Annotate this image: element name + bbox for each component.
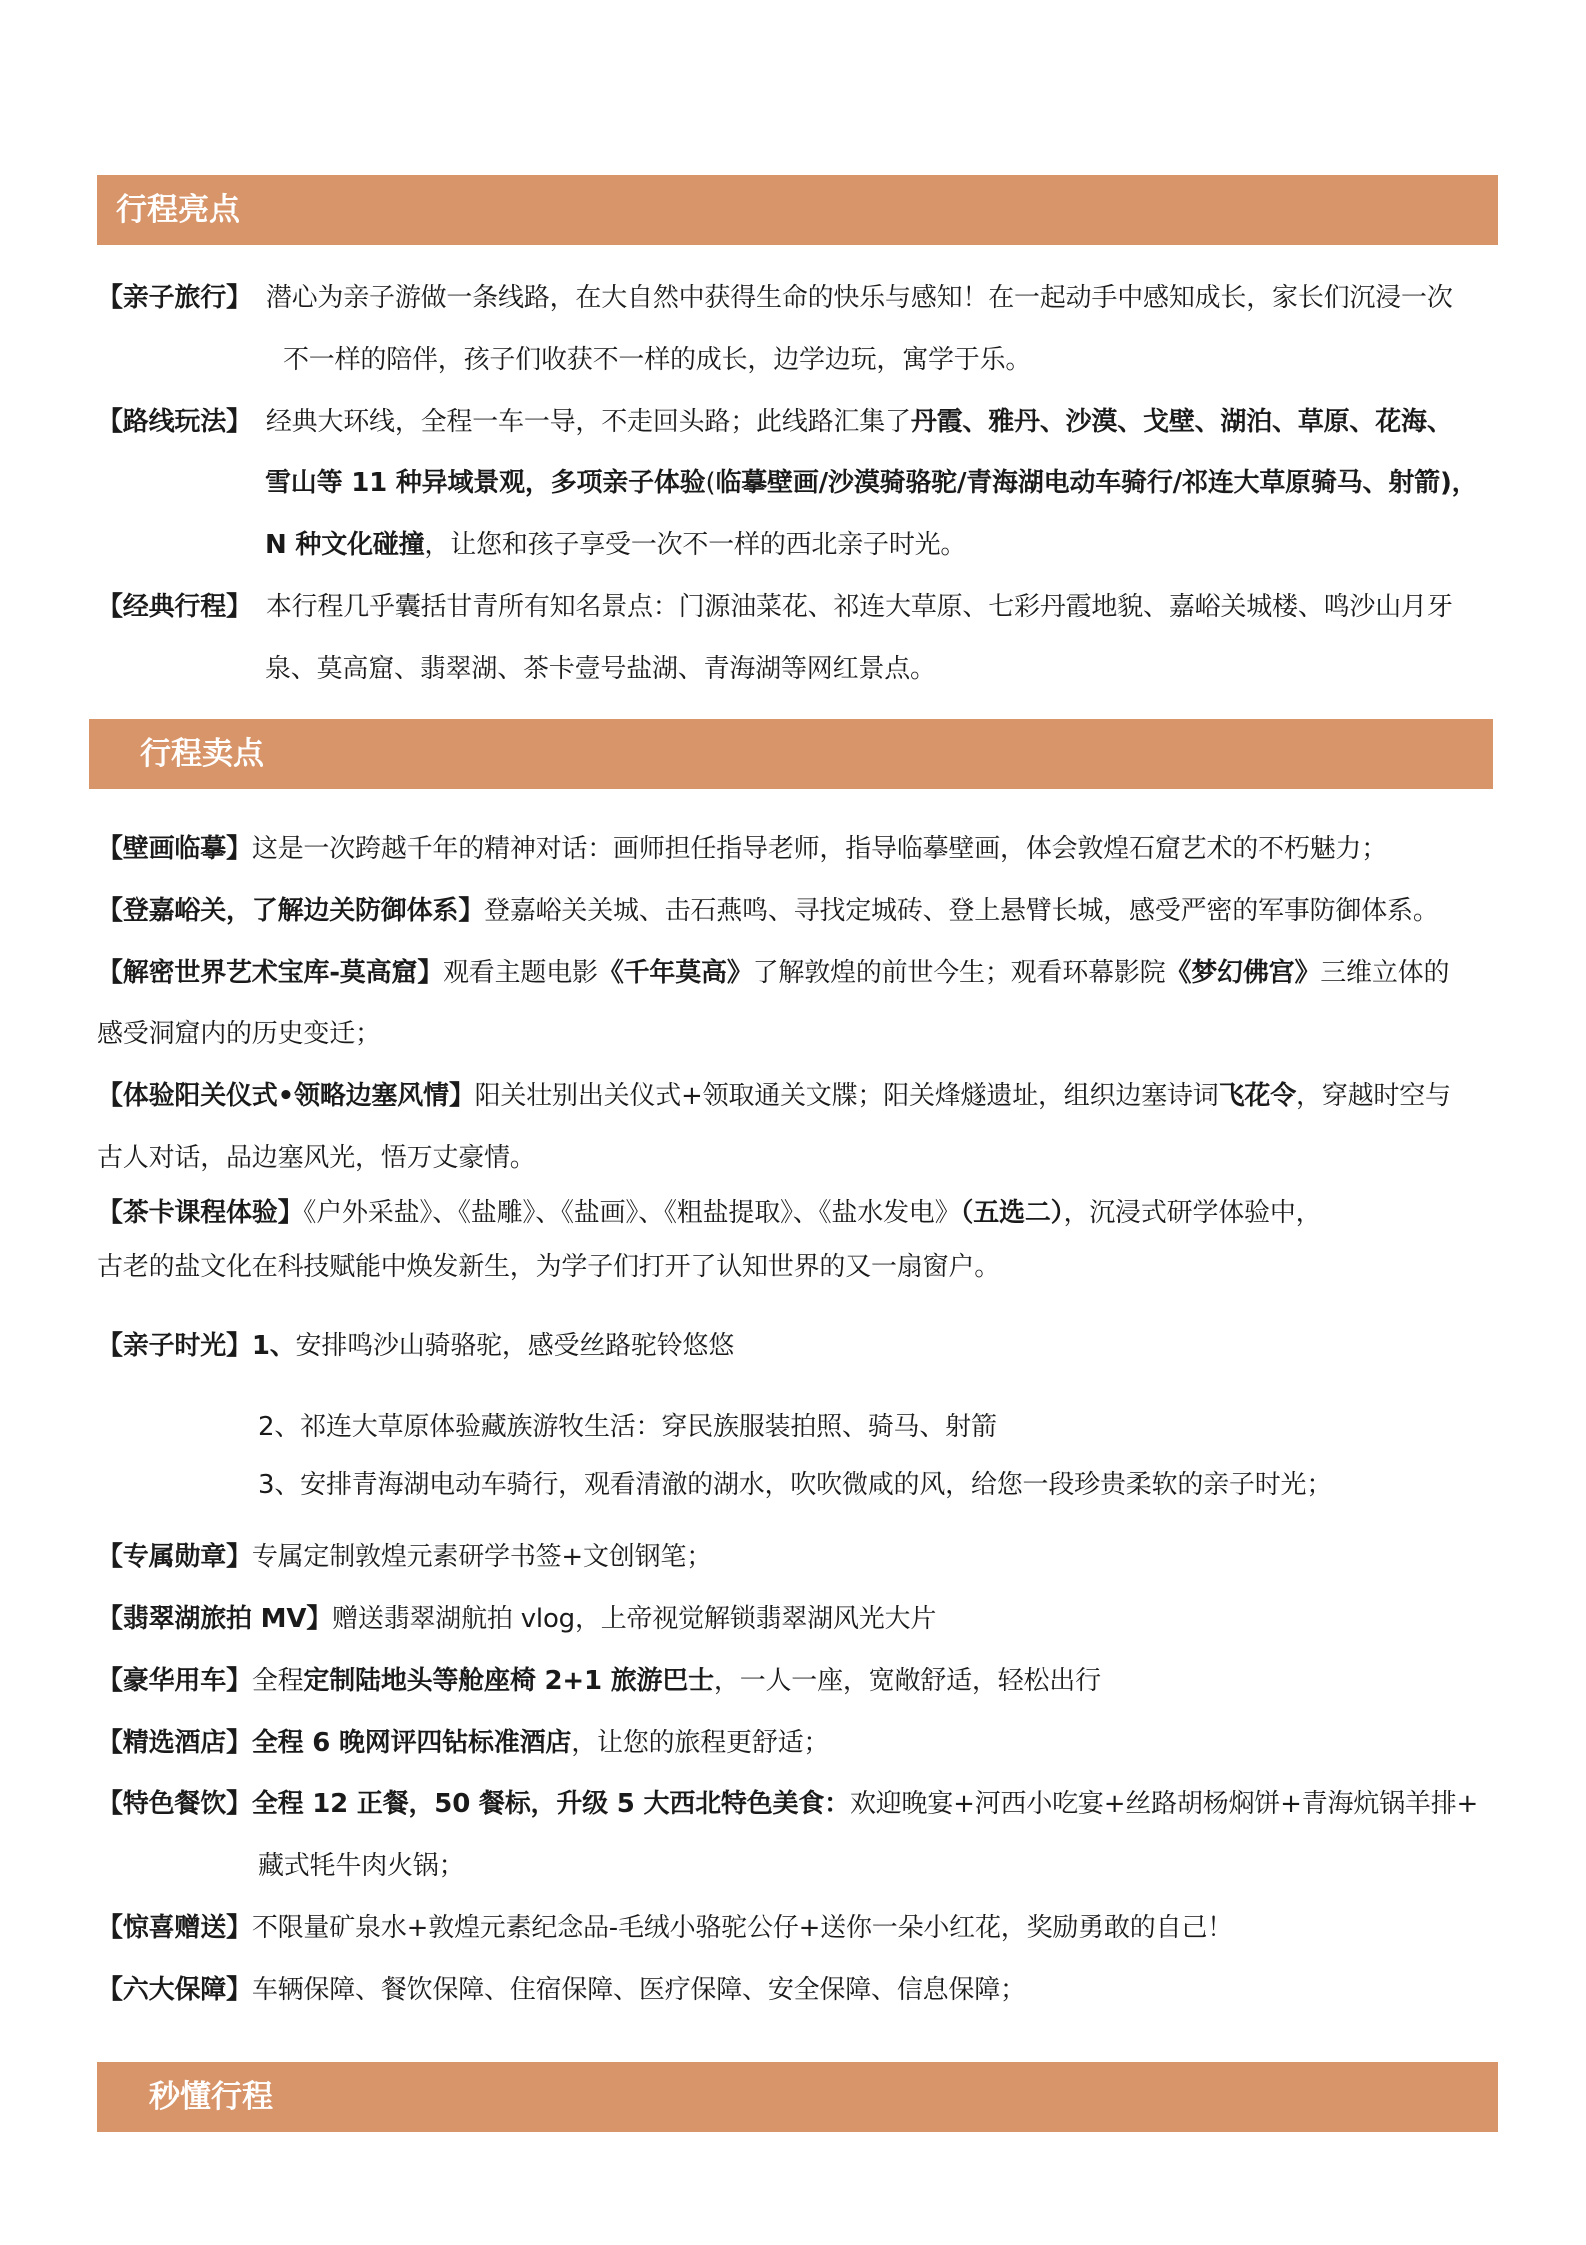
selling-line: 【登嘉峪关，了解边关防御体系】登嘉峪关关城、击石燕鸣、寻找定城砖、登上悬臂长城，感受严密的军事防御体系。 <box>97 896 1439 926</box>
selling-line: 【豪华用车】全程定制陆地头等舱座椅 2+1 旅游巴士，一人一座，宽敞舒适，轻松出行 <box>97 1666 1101 1696</box>
highlight-line: 【经典行程】 本行程几乎囊括甘青所有知名景点：门源油菜花、祁连大草原、七彩丹霞地貌、嘉峪关城楼、鸣沙山月牙 <box>97 592 1453 622</box>
selling-line: 藏式牦牛肉火锅； <box>258 1851 465 1881</box>
highlight-line: 泉、莫高窟、翡翠湖、茶卡壹号盐湖、青海湖等网红景点。 <box>265 654 936 684</box>
selling-line: 【特色餐饮】全程 12 正餐，50 餐标，升级 5 大西北特色美食：欢迎晚宴+河西小吃宴+丝路胡杨焖饼+青海炕锅羊排+ <box>97 1789 1479 1819</box>
selling-line: 感受洞窟内的历史变迁； <box>97 1019 381 1049</box>
selling-line: 【翡翠湖旅拍 MV】赠送翡翠湖航拍 vlog，上帝视觉解锁翡翠湖风光大片 <box>97 1604 937 1634</box>
selling-line: 【惊喜赠送】不限量矿泉水+敦煌元素纪念品-毛绒小骆驼公仔+送你一朵小红花，奖励勇敢的自己！ <box>97 1913 1233 1943</box>
selling-line: 【专属勋章】专属定制敦煌元素研学书签+文创钢笔； <box>97 1542 712 1572</box>
selling-line: 【精选酒店】全程 6 晚网评四钻标准酒店，让您的旅程更舒适； <box>97 1728 830 1758</box>
selling-line: 古人对话，品边塞风光，悟万丈豪情。 <box>97 1143 536 1173</box>
selling-line: 【茶卡课程体验】《户外采盐》、《盐雕》、《盐画》、《粗盐提取》、《盐水发电》（五选二），沉浸式研学体验中， <box>97 1198 1322 1228</box>
selling-line: 【亲子时光】1、安排鸣沙山骑骆驼，感受丝路驼铃悠悠 <box>97 1331 735 1361</box>
section-title: 秒懂行程 <box>149 2079 273 2115</box>
highlight-line: 雪山等 11 种异域景观，多项亲子体验(临摹壁画/沙漠骑骆驼/青海湖电动车骑行/祁连大草原骑马、射箭)， <box>265 468 1478 498</box>
selling-line: 古老的盐文化在科技赋能中焕发新生，为学子们打开了认知世界的又一扇窗户。 <box>97 1252 1001 1282</box>
highlight-line: 不一样的陪伴，孩子们收获不一样的成长，边学边玩，寓学于乐。 <box>283 345 1032 375</box>
section-header-selling <box>89 719 1493 789</box>
selling-line: 3、安排青海湖电动车骑行，观看清澈的湖水，吹吹微咸的风，给您一段珍贵柔软的亲子时光； <box>258 1470 1333 1500</box>
section-title: 行程卖点 <box>140 736 264 772</box>
selling-line: 【体验阳关仪式•领略边塞风情】阳关壮别出关仪式+领取通关文牒；阳关烽燧遗址，组织边塞诗词飞花令，穿越时空与 <box>97 1081 1451 1111</box>
section-header-overview <box>97 2062 1498 2132</box>
section-header-highlights <box>97 175 1498 245</box>
selling-line: 2、祁连大草原体验藏族游牧生活：穿民族服装拍照、骑马、射箭 <box>258 1412 997 1442</box>
selling-line: 【解密世界艺术宝库-莫高窟】观看主题电影《千年莫高》了解敦煌的前世今生；观看环幕影院《梦幻佛宫》三维立体的 <box>97 958 1450 988</box>
selling-line: 【壁画临摹】这是一次跨越千年的精神对话：画师担任指导老师，指导临摹壁画，体会敦煌石窟艺术的不朽魅力； <box>97 834 1388 864</box>
section-title: 行程亮点 <box>116 192 240 228</box>
highlight-line: N 种文化碰撞，让您和孩子享受一次不一样的西北亲子时光。 <box>265 530 967 560</box>
selling-line: 【六大保障】车辆保障、餐饮保障、住宿保障、医疗保障、安全保障、信息保障； <box>97 1975 1026 2005</box>
highlight-line: 【路线玩法】 经典大环线，全程一车一导，不走回头路；此线路汇集了丹霞、雅丹、沙漠、戈壁、湖泊、草原、花海、 <box>97 407 1453 437</box>
highlight-line: 【亲子旅行】 潜心为亲子游做一条线路，在大自然中获得生命的快乐与感知！在一起动手中感知成长，家长们沉浸一次 <box>97 283 1453 313</box>
